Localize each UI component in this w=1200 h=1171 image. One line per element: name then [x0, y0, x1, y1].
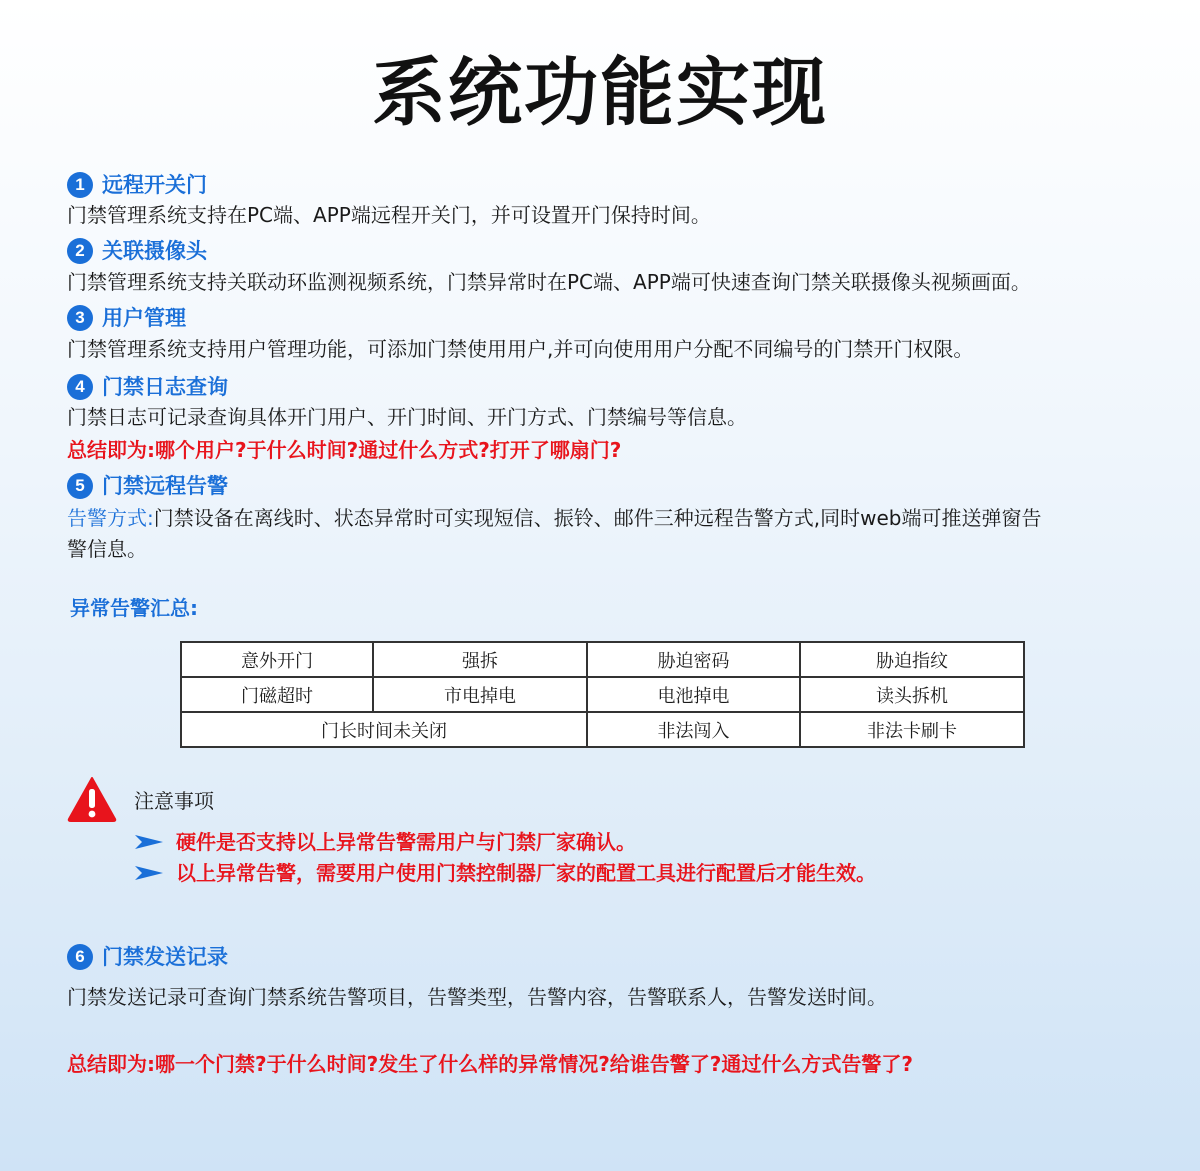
table-cell: 非法卡刷卡 — [800, 712, 1024, 747]
notice-item — [134, 859, 876, 887]
notice-item — [134, 828, 636, 856]
table-cell: 非法闯入 — [587, 712, 800, 747]
page-title: 系统功能实现 — [372, 50, 828, 136]
table-row — [181, 712, 1024, 747]
number-badge: 1 — [67, 172, 93, 198]
notice-item-text: 以上异常告警，需要用户使用门禁控制器厂家的配置工具进行配置后才能生效。 — [176, 861, 876, 885]
section-heading-label: 用户管理 — [102, 306, 186, 330]
alarm-table — [180, 641, 1025, 748]
section-heading-label: 远程开关门 — [102, 173, 207, 197]
number-badge: 3 — [67, 305, 93, 331]
section-text: 门禁发送记录可查询门禁系统告警项目，告警类型，告警内容，告警联系人，告警发送时间。 — [67, 985, 887, 1009]
table-cell: 胁迫指纹 — [800, 642, 1024, 677]
table-cell: 门磁超时 — [181, 677, 373, 712]
section-text: 门禁管理系统支持用户管理功能，可添加门禁使用用户,并可向使用用户分配不同编号的门禁开门权限。 — [67, 337, 974, 361]
table-row — [181, 677, 1024, 712]
number-badge: 2 — [67, 238, 93, 264]
alarm-method-label: 告警方式: — [67, 506, 154, 530]
number-badge: 6 — [67, 944, 93, 970]
alarm-summary-title: 异常告警汇总: — [70, 596, 198, 620]
section-heading-label: 关联摄像头 — [102, 239, 207, 263]
alarm-method-text: 门禁设备在离线时、状态异常时可实现短信、振铃、邮件三种远程告警方式,同时web端可推送弹窗告 — [153, 506, 1042, 530]
section-text: 门禁管理系统支持关联动环监测视频系统，门禁异常时在PC端、APP端可快速查询门禁关联摄像头视频画面。 — [67, 270, 1031, 294]
table-cell: 市电掉电 — [373, 677, 587, 712]
arrow-right-icon — [134, 833, 164, 851]
section-heading-camera — [67, 237, 207, 265]
section-heading-log-query — [67, 373, 228, 401]
section-heading-remote-alarm — [67, 472, 228, 500]
table-row — [181, 642, 1024, 677]
table-cell: 胁迫密码 — [587, 642, 800, 677]
section-heading-label: 门禁远程告警 — [102, 474, 228, 498]
section-text: 门禁管理系统支持在PC端、APP端远程开关门，并可设置开门保持时间。 — [67, 203, 711, 227]
number-badge: 4 — [67, 374, 93, 400]
section-text-line — [67, 503, 1041, 533]
arrow-right-icon — [134, 864, 164, 882]
table-cell: 电池掉电 — [587, 677, 800, 712]
section-summary: 总结即为:哪个用户?于什么时间?通过什么方式?打开了哪扇门? — [67, 438, 622, 462]
section-heading-remote-door — [67, 171, 207, 199]
warning-triangle-icon — [67, 776, 117, 822]
notice-title: 注意事项 — [134, 789, 214, 813]
table-cell: 意外开门 — [181, 642, 373, 677]
table-cell: 读头拆机 — [800, 677, 1024, 712]
notice-item-text: 硬件是否支持以上异常告警需用户与门禁厂家确认。 — [176, 830, 636, 854]
section-heading-send-record — [67, 943, 228, 971]
section-heading-label: 门禁发送记录 — [102, 945, 228, 969]
table-cell: 门长时间未关闭 — [181, 712, 587, 747]
section-heading-user-management — [67, 304, 186, 332]
section-heading-label: 门禁日志查询 — [102, 375, 228, 399]
table-cell: 强拆 — [373, 642, 587, 677]
section-text-line: 警信息。 — [67, 537, 147, 561]
section-summary: 总结即为:哪一个门禁?于什么时间?发生了什么样的异常情况?给谁告警了?通过什么方式告警了? — [67, 1052, 914, 1076]
section-text: 门禁日志可记录查询具体开门用户、开门时间、开门方式、门禁编号等信息。 — [67, 405, 747, 429]
number-badge: 5 — [67, 473, 93, 499]
